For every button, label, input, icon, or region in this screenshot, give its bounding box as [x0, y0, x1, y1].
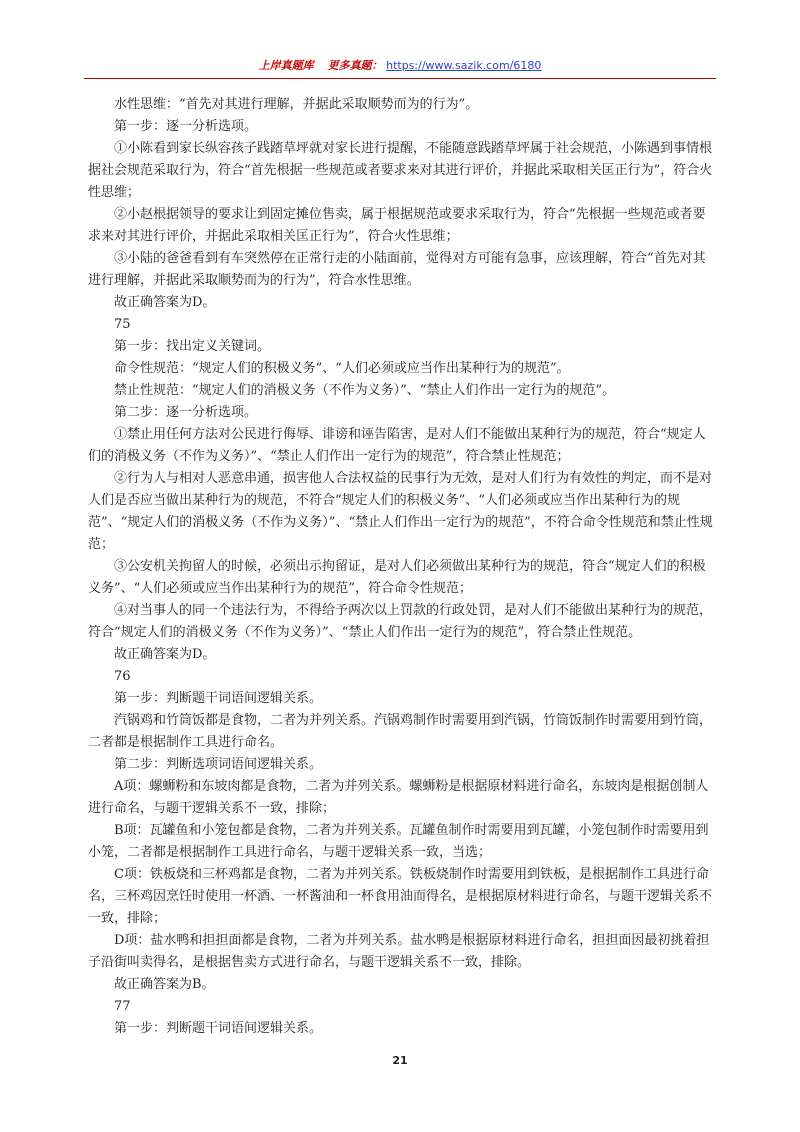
paragraph: ①禁止用任何方法对公民进行侮辱、诽谤和诬告陷害，是对人们不能做出某种行为的规范，符合“规定人们的消极义务（不作为义务）”、“禁止人们作出一定行为的规范”，符合禁止性规范； — [88, 427, 706, 464]
header-link[interactable]: https://www.sazik.com/6180 — [386, 59, 542, 72]
paragraph: D项：盐水鸭和担担面都是食物，二者为并列关系。盐水鸭是根据原材料进行命名，担担面因最初挑着担子沿街叫卖得名，是根据售卖方式进行命名，与题干逻辑关系不一致，排除。 — [88, 933, 710, 970]
paragraph: 第一步：找出定义关键词。 — [114, 339, 271, 354]
paragraph: A项：螺蛳粉和东坡肉都是食物，二者为并列关系。螺蛳粉是根据原材料进行命名，东坡肉是根据创制人进行命名，与题干逻辑关系不一致，排除； — [88, 779, 709, 816]
page-number: 21 — [392, 1054, 408, 1067]
paragraph: 故正确答案为D。 — [114, 647, 216, 662]
paragraph: 故正确答案为D。 — [114, 295, 216, 310]
paragraph: 禁止性规范：“规定人们的消极义务（不作为义务）”、“禁止人们作出一定行为的规范”。 — [114, 383, 616, 398]
question-number: 77 — [114, 999, 131, 1014]
paragraph: ②小赵根据领导的要求让到固定摊位售卖，属于根据规范或要求采取行为，符合“先根据一些规范或者要求来对其进行评价，并据此采取相关匡正行为”，符合火性思维； — [88, 207, 706, 244]
paragraph: 第一步：判断题干词语间逻辑关系。 — [114, 691, 323, 706]
paragraph: 故正确答案为B。 — [114, 977, 215, 992]
paragraph: 命令性规范：“规定人们的积极义务”、“人们必须或应当作出某种行为的规范”。 — [114, 361, 570, 376]
paragraph: ②行为人与相对人恶意串通，损害他人合法权益的民事行为无效，是对人们行为有效性的判定，而不是对人们是否应当做出某种行为的规范，不符合“规定人们的积极义务”、“人们必须或应当作出某种行为的规范”、“规定人们的消极义务（不作为义务）”、“禁止人们作出一定行为的规范”，不符合命令性规范和禁止性规范； — [88, 471, 713, 552]
paragraph: 汽锅鸡和竹筒饭都是食物，二者为并列关系。汽锅鸡制作时需要用到汽锅，竹筒饭制作时需要用到竹筒，二者都是根据制作工具进行命名。 — [88, 713, 713, 750]
paragraph: 第一步：逐一分析选项。 — [114, 119, 258, 134]
header-label: 更多真题： — [327, 59, 383, 72]
header-divider — [84, 78, 716, 79]
page-header — [84, 57, 716, 79]
question-number: 76 — [114, 669, 131, 684]
paragraph: 第二步：逐一分析选项。 — [114, 405, 258, 420]
paragraph: 第二步：判断选项词语间逻辑关系。 — [114, 757, 323, 772]
question-number: 75 — [114, 317, 131, 332]
paragraph: ④对当事人的同一个违法行为，不得给予两次以上罚款的行政处罚，是对人们不能做出某种行为的规范，符合“规定人们的消极义务（不作为义务）”、“禁止人们作出一定行为的规范”，符合禁止性规范。 — [88, 603, 713, 640]
paragraph: B项：瓦罐鱼和小笼包都是食物，二者为并列关系。瓦罐鱼制作时需要用到瓦罐，小笼包制作时需要用到小笼，二者都是根据制作工具进行命名，与题干逻辑关系一致，当选； — [88, 823, 709, 860]
paragraph: C项：铁板烧和三杯鸡都是食物，二者为并列关系。铁板烧制作时需要用到铁板，是根据制作工具进行命名，三杯鸡因烹饪时使用一杯酒、一杯酱油和一杯食用油而得名，是根据原材料进行命名，与题干逻辑关系不一致，排除； — [88, 867, 713, 926]
paragraph: ③公安机关拘留人的时候，必须出示拘留证，是对人们必须做出某种行为的规范，符合“规定人们的积极义务”、“人们必须或应当作出某种行为的规范”，符合命令性规范； — [88, 559, 706, 596]
paragraph: ①小陈看到家长纵容孩子践踏草坪就对家长进行提醒，不能随意践踏草坪属于社会规范，小陈遇到事情根据社会规范采取行为，符合“首先根据一些规范或者要求来对其进行评价，并据此采取相关匡正行为”，符合火性思维； — [88, 141, 713, 200]
paragraph: 第一步：判断题干词语间逻辑关系。 — [114, 1021, 323, 1036]
document-body — [88, 94, 716, 1040]
paragraph: 水性思维：“首先对其进行理解，并据此采取顺势而为的行为”。 — [114, 97, 479, 112]
header-brand: 上岸真题库 — [258, 59, 314, 72]
paragraph: ③小陆的爸爸看到有车突然停在正常行走的小陆面前，觉得对方可能有急事，应该理解，符合“首先对其进行理解，并据此采取顺势而为的行为”，符合水性思维。 — [88, 251, 706, 288]
